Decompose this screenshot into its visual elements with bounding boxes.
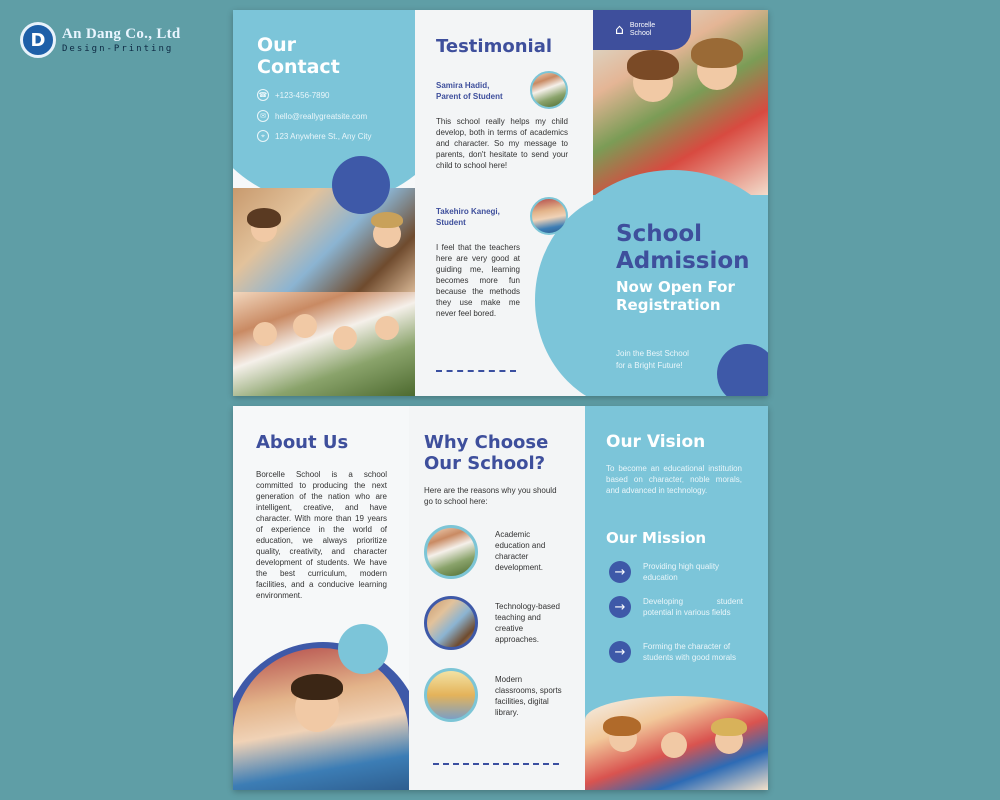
company-logo bbox=[20, 22, 181, 58]
brand-line2: School bbox=[629, 30, 652, 37]
location-icon: ⌖ bbox=[257, 130, 269, 142]
school-building-icon: ⌂ bbox=[615, 22, 624, 38]
contact-phone[interactable]: +123-456-7890 bbox=[275, 90, 330, 100]
brand-line1: Borcelle bbox=[629, 22, 656, 29]
why-intro: Here are the reasons why you should go to school here: bbox=[424, 486, 557, 506]
contact-title-line2: Contact bbox=[257, 56, 340, 78]
contact-email-row bbox=[257, 110, 367, 122]
contact-title-line1: Our bbox=[257, 34, 297, 56]
mission-1-arrow-icon: → bbox=[609, 561, 631, 583]
about-body: Borcelle School is a school committed to producing the next generation of the nation who are intelligent, creative, and have character. With more than 19 years of experience in the world of education, we always prioritize quality, creativity, and character development of students. We have the best curriculum, modern facilities, and a conducive learning environment. bbox=[256, 470, 387, 600]
mission-3-arrow-icon: → bbox=[609, 641, 631, 663]
students-studying-photo bbox=[233, 292, 415, 396]
testimonial-title: Testimonial bbox=[436, 36, 553, 57]
cover-subtitle-line2: Registration bbox=[616, 296, 721, 314]
cover-tagline-line2: for a Bright Future! bbox=[616, 361, 683, 370]
testimonial-2-avatar bbox=[530, 197, 568, 235]
testimonial-2-quote: I feel that the teachers here are very good at guiding me, learning becomes more fun because the methods they use make me never feel bored. bbox=[436, 243, 520, 318]
contact-email[interactable]: hello@reallygreatsite.com bbox=[275, 111, 368, 121]
contact-address-row bbox=[257, 130, 372, 142]
mission-1-text: Providing high quality education bbox=[643, 562, 720, 582]
vision-title: Our Vision bbox=[606, 432, 706, 452]
about-title: About Us bbox=[256, 432, 349, 453]
reason-2-text: Technology-based teaching and creative approaches. bbox=[495, 602, 560, 644]
about-accent-circle bbox=[338, 624, 388, 674]
testimonial-divider bbox=[436, 370, 516, 372]
contact-accent-circle bbox=[332, 156, 390, 214]
testimonial-1-name: Samira Hadid, bbox=[436, 81, 490, 90]
cover-tagline-line1: Join the Best School bbox=[616, 349, 689, 358]
testimonial-panel bbox=[415, 10, 593, 396]
cover-title-line2: Admission bbox=[616, 248, 750, 274]
why-title-line2: Our School? bbox=[424, 453, 546, 474]
cover-subtitle-line1: Now Open For bbox=[616, 278, 735, 296]
reason-2-photo bbox=[424, 596, 478, 650]
reason-3-text: Modern classrooms, sports facilities, digital library. bbox=[495, 675, 562, 717]
classroom-photo bbox=[233, 188, 415, 292]
cover-panel bbox=[593, 10, 768, 396]
logo-mark-icon: D bbox=[20, 22, 56, 58]
brochure-inside-sheet bbox=[233, 406, 768, 790]
contact-phone-row bbox=[257, 89, 330, 101]
why-choose-panel bbox=[409, 406, 585, 790]
mission-2-arrow-icon: → bbox=[609, 596, 631, 618]
testimonial-1-quote: This school really helps my child develop, both in terms of academics and character. So my message to parents, don't hesitate to send your child to school here! bbox=[436, 117, 568, 170]
testimonial-2-name: Takehiro Kanegi, bbox=[436, 207, 500, 216]
group-learning-photo bbox=[585, 696, 768, 790]
logo-tagline: Design-Printing bbox=[62, 44, 174, 54]
testimonial-1-role: Parent of Student bbox=[436, 92, 503, 101]
brochure-outside-sheet bbox=[233, 10, 768, 396]
logo-name: An Dang Co., Ltd bbox=[62, 26, 181, 42]
reason-1-text: Academic education and character development. bbox=[495, 530, 546, 572]
why-title-line1: Why Choose bbox=[424, 432, 549, 453]
testimonial-1-avatar bbox=[530, 71, 568, 109]
cover-brand-badge bbox=[593, 10, 691, 50]
reason-1-photo bbox=[424, 525, 478, 579]
mission-title: Our Mission bbox=[606, 529, 707, 547]
vision-mission-panel bbox=[585, 406, 768, 790]
mission-2-text: Developing student potential in various fields bbox=[643, 597, 743, 617]
vision-body: To become an educational institution based on character, noble morals, and advanced in technology. bbox=[606, 464, 742, 495]
phone-icon: ☎ bbox=[258, 91, 268, 99]
contact-panel bbox=[233, 10, 415, 396]
mission-3-text: Forming the character of students with good morals bbox=[643, 642, 736, 662]
why-divider bbox=[433, 763, 559, 765]
testimonial-2-role: Student bbox=[436, 218, 466, 227]
about-panel bbox=[233, 406, 409, 790]
reason-3-photo bbox=[424, 668, 478, 722]
email-icon: ✉ bbox=[257, 110, 269, 122]
cover-title-line1: School bbox=[616, 221, 703, 247]
contact-address: 123 Anywhere St., Any City bbox=[275, 131, 372, 141]
